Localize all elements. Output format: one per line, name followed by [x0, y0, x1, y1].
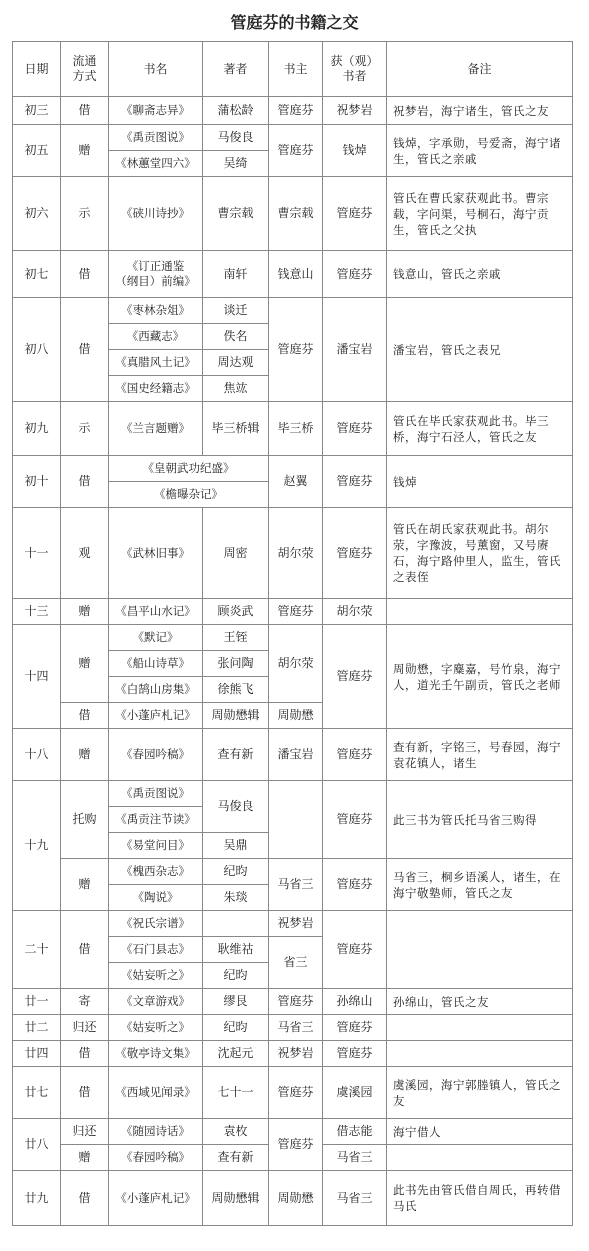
author-cell: 焦竑	[203, 376, 269, 402]
table-row	[13, 298, 573, 324]
note-cell: 管氏在毕氏家获观此书。毕三桥，海宁石泾人，管氏之友	[387, 402, 573, 456]
author-cell: 查有新	[203, 1145, 269, 1171]
reader-cell: 胡尔荥	[323, 599, 387, 625]
note-cell: 钱焯	[387, 456, 573, 508]
table-row	[13, 402, 573, 456]
author-cell: 徐熊飞	[203, 677, 269, 703]
owner-cell: 曹宗载	[269, 177, 323, 251]
mode-cell: 借	[61, 1171, 109, 1226]
date-cell: 廿九	[13, 1171, 61, 1226]
note-cell: 管氏在曹氏家获观此书。曹宗载，字问渠，号桐石，海宁贡生，管氏之父执	[387, 177, 573, 251]
mode-cell: 借	[61, 911, 109, 989]
date-cell: 廿八	[13, 1119, 61, 1171]
owner-cell: 赵翼	[269, 456, 323, 508]
book-title-cell: 《禹贡图说》	[109, 125, 203, 151]
table-row	[13, 911, 573, 937]
book-title-cell: 《真腊风土记》	[109, 350, 203, 376]
reader-cell: 借志能	[323, 1119, 387, 1145]
mode-cell: 借	[61, 703, 109, 729]
author-cell: 王铚	[203, 625, 269, 651]
mode-cell: 示	[61, 402, 109, 456]
owner-cell: 管庭芬	[269, 989, 323, 1015]
book-title-cell: 《聊斋志异》	[109, 97, 203, 125]
mode-cell: 寄	[61, 989, 109, 1015]
author-cell: 马俊良	[203, 781, 269, 833]
author-cell: 吴鼎	[203, 833, 269, 859]
page-title: 管庭芬的书籍之交	[230, 13, 359, 32]
book-title-cell: 《默记》	[109, 625, 203, 651]
owner-cell: 管庭芬	[269, 1067, 323, 1119]
date-cell: 十三	[13, 599, 61, 625]
reader-cell: 管庭芬	[323, 859, 387, 911]
reader-cell: 钱焯	[323, 125, 387, 177]
table-row	[13, 859, 573, 885]
author-cell: 谈迁	[203, 298, 269, 324]
book-title-cell: 《文章游戏》	[109, 989, 203, 1015]
header-reader: 获（观） 书者	[323, 42, 387, 97]
reader-cell: 管庭芬	[323, 402, 387, 456]
author-cell: 沈起元	[203, 1041, 269, 1067]
note-cell: 此书先由管氏借自周氏，再转借马氏	[387, 1171, 573, 1226]
owner-cell: 潘宝岩	[269, 729, 323, 781]
note-cell	[387, 599, 573, 625]
reader-cell: 马省三	[323, 1145, 387, 1171]
author-cell: 周勋懋辑	[203, 1171, 269, 1226]
book-title-cell: 《昌平山水记》	[109, 599, 203, 625]
date-cell: 二十	[13, 911, 61, 989]
header-title: 书名	[109, 42, 203, 97]
owner-cell: 胡尔荥	[269, 625, 323, 703]
note-cell: 海宁借人	[387, 1119, 573, 1145]
owner-cell: 马省三	[269, 1015, 323, 1041]
owner-cell: 周勋懋	[269, 703, 323, 729]
mode-cell: 赠	[61, 1145, 109, 1171]
header-author: 著者	[203, 42, 269, 97]
author-cell: 吴绮	[203, 151, 269, 177]
book-title-cell: 《禹贡注节读》	[109, 807, 203, 833]
author-cell: 马俊良	[203, 125, 269, 151]
note-cell	[387, 911, 573, 989]
book-title-cell: 《祝氏宗谱》	[109, 911, 203, 937]
book-title-cell: 《姑妄听之》	[109, 1015, 203, 1041]
owner-cell: 省三	[269, 937, 323, 989]
reader-cell: 管庭芬	[323, 729, 387, 781]
mode-cell: 赠	[61, 125, 109, 177]
book-title-cell: 《小蓬庐札记》	[109, 703, 203, 729]
date-cell: 初七	[13, 251, 61, 298]
owner-cell: 祝梦岩	[269, 1041, 323, 1067]
reader-cell: 管庭芬	[323, 911, 387, 989]
author-cell: 袁枚	[203, 1119, 269, 1145]
table-row	[13, 729, 573, 781]
book-title-cell: 《小蓬庐札记》	[109, 1171, 203, 1226]
book-title-cell: 《春园吟稿》	[109, 1145, 203, 1171]
date-cell: 廿一	[13, 989, 61, 1015]
book-title-cell: 《姑妄听之》	[109, 963, 203, 989]
book-title-cell: 《西藏志》	[109, 324, 203, 350]
owner-cell	[269, 781, 323, 859]
reader-cell: 管庭芬	[323, 781, 387, 859]
book-title-cell: 《西域见闻录》	[109, 1067, 203, 1119]
author-cell: 朱琰	[203, 885, 269, 911]
owner-cell: 管庭芬	[269, 125, 323, 177]
table-row	[13, 1171, 573, 1226]
author-cell: 缪艮	[203, 989, 269, 1015]
table-row	[13, 1015, 573, 1041]
date-cell: 廿七	[13, 1067, 61, 1119]
owner-cell: 祝梦岩	[269, 911, 323, 937]
author-cell: 顾炎武	[203, 599, 269, 625]
book-title-cell: 《禹贡图说》	[109, 781, 203, 807]
mode-cell: 观	[61, 508, 109, 599]
book-title-cell: 《白鹄山房集》	[109, 677, 203, 703]
reader-cell: 孙绵山	[323, 989, 387, 1015]
header-owner: 书主	[269, 42, 323, 97]
reader-cell: 管庭芬	[323, 625, 387, 729]
table-row	[13, 1041, 573, 1067]
book-title-cell: 《易堂问目》	[109, 833, 203, 859]
mode-cell: 赠	[61, 859, 109, 911]
book-title-cell: 《林蕙堂四六》	[109, 151, 203, 177]
owner-cell: 管庭芬	[269, 599, 323, 625]
date-cell: 十一	[13, 508, 61, 599]
mode-cell: 借	[61, 1067, 109, 1119]
mode-cell: 借	[61, 456, 109, 508]
header-mode: 流通 方式	[61, 42, 109, 97]
mode-cell: 借	[61, 97, 109, 125]
author-cell: 曹宗载	[203, 177, 269, 251]
author-cell: 纪昀	[203, 1015, 269, 1041]
reader-cell: 管庭芬	[323, 456, 387, 508]
author-cell: 张问陶	[203, 651, 269, 677]
date-cell: 初十	[13, 456, 61, 508]
book-title-cell: 《皇朝武功纪盛》	[109, 456, 269, 482]
mode-cell: 借	[61, 1041, 109, 1067]
owner-cell: 管庭芬	[269, 97, 323, 125]
mode-cell: 归还	[61, 1119, 109, 1145]
note-cell: 查有新，字铭三，号春园，海宁袁花镇人，诸生	[387, 729, 573, 781]
book-exchange-table	[12, 41, 573, 1226]
table-row	[13, 508, 573, 599]
author-cell: 耿维祜	[203, 937, 269, 963]
book-title-cell: 《陶说》	[109, 885, 203, 911]
date-cell: 初五	[13, 125, 61, 177]
book-title-cell: 《硖川诗抄》	[109, 177, 203, 251]
header-row	[13, 42, 573, 97]
mode-cell: 赠	[61, 599, 109, 625]
table-row	[13, 177, 573, 251]
author-cell: 纪昀	[203, 859, 269, 885]
owner-cell: 周勋懋	[269, 1171, 323, 1226]
date-cell: 廿二	[13, 1015, 61, 1041]
owner-cell: 管庭芬	[269, 1119, 323, 1171]
owner-cell: 马省三	[269, 859, 323, 911]
note-cell: 周勋懋，字麋嘉，号竹泉，海宁人，道光壬午副贡，管氏之老师	[387, 625, 573, 729]
note-cell: 此三书为管氏托马省三购得	[387, 781, 573, 859]
book-title-cell: 《枣林杂俎》	[109, 298, 203, 324]
table-row	[13, 1119, 573, 1145]
table-row	[13, 989, 573, 1015]
date-cell: 初六	[13, 177, 61, 251]
author-cell: 周达观	[203, 350, 269, 376]
table-row	[13, 251, 573, 298]
reader-cell: 潘宝岩	[323, 298, 387, 402]
mode-cell: 示	[61, 177, 109, 251]
table-row	[13, 1067, 573, 1119]
reader-cell: 管庭芬	[323, 1015, 387, 1041]
book-title-cell: 《石门县志》	[109, 937, 203, 963]
author-cell: 蒲松龄	[203, 97, 269, 125]
author-cell: 周密	[203, 508, 269, 599]
date-cell: 十四	[13, 625, 61, 729]
author-cell: 毕三桥辑	[203, 402, 269, 456]
owner-cell: 钱意山	[269, 251, 323, 298]
book-title-cell: 《春园吟稿》	[109, 729, 203, 781]
note-cell: 孙绵山，管氏之友	[387, 989, 573, 1015]
reader-cell: 祝梦岩	[323, 97, 387, 125]
author-cell: 周勋懋辑	[203, 703, 269, 729]
mode-cell: 赠	[61, 729, 109, 781]
note-cell	[387, 1015, 573, 1041]
book-title-cell: 《国史经籍志》	[109, 376, 203, 402]
reader-cell: 虞溪园	[323, 1067, 387, 1119]
mode-cell: 赠	[61, 625, 109, 703]
table-row	[13, 125, 573, 151]
author-cell: 纪昀	[203, 963, 269, 989]
reader-cell: 管庭芬	[323, 508, 387, 599]
date-cell: 初三	[13, 97, 61, 125]
book-title-cell: 《随园诗话》	[109, 1119, 203, 1145]
note-cell: 马省三，桐乡语溪人，诸生，在海宁敬塾师，管氏之友	[387, 859, 573, 911]
owner-cell: 毕三桥	[269, 402, 323, 456]
author-cell: 七十一	[203, 1067, 269, 1119]
reader-cell: 管庭芬	[323, 251, 387, 298]
date-cell: 十九	[13, 781, 61, 911]
book-title-cell: 《武林旧事》	[109, 508, 203, 599]
author-cell: 查有新	[203, 729, 269, 781]
author-cell	[203, 911, 269, 937]
note-cell	[387, 1041, 573, 1067]
book-title-cell: 《檐曝杂记》	[109, 482, 269, 508]
note-cell: 虞溪园，海宁郭塍镇人，管氏之友	[387, 1067, 573, 1119]
book-title-cell: 《订正通鉴 （纲目）前编》	[109, 251, 203, 298]
date-cell: 廿四	[13, 1041, 61, 1067]
reader-cell: 马省三	[323, 1171, 387, 1226]
table-row	[13, 599, 573, 625]
note-cell: 钱焯，字承勋，号爱斋，海宁诸生，管氏之亲戚	[387, 125, 573, 177]
note-cell: 潘宝岩，管氏之表兄	[387, 298, 573, 402]
header-note: 备注	[387, 42, 573, 97]
header-date: 日期	[13, 42, 61, 97]
mode-cell: 托购	[61, 781, 109, 859]
book-title-cell: 《船山诗草》	[109, 651, 203, 677]
note-cell: 祝梦岩，海宁诸生，管氏之友	[387, 97, 573, 125]
reader-cell: 管庭芬	[323, 1041, 387, 1067]
note-cell: 钱意山，管氏之亲戚	[387, 251, 573, 298]
table-row	[13, 97, 573, 125]
book-title-cell: 《兰言题赠》	[109, 402, 203, 456]
mode-cell: 归还	[61, 1015, 109, 1041]
table-row	[13, 781, 573, 807]
mode-cell: 借	[61, 298, 109, 402]
table-row	[13, 625, 573, 651]
reader-cell: 管庭芬	[323, 177, 387, 251]
mode-cell: 借	[61, 251, 109, 298]
table-row	[13, 456, 573, 482]
owner-cell: 胡尔荥	[269, 508, 323, 599]
note-cell	[387, 1145, 573, 1171]
author-cell: 南轩	[203, 251, 269, 298]
book-title-cell: 《敬亭诗文集》	[109, 1041, 203, 1067]
date-cell: 十八	[13, 729, 61, 781]
author-cell: 佚名	[203, 324, 269, 350]
date-cell: 初八	[13, 298, 61, 402]
book-title-cell: 《槐西杂志》	[109, 859, 203, 885]
date-cell: 初九	[13, 402, 61, 456]
owner-cell: 管庭芬	[269, 298, 323, 402]
note-cell: 管氏在胡氏家获观此书。胡尔荥，字豫波，号薰窗，又号赓石，海宁路仲里人，监生，管氏之表侄	[387, 508, 573, 599]
